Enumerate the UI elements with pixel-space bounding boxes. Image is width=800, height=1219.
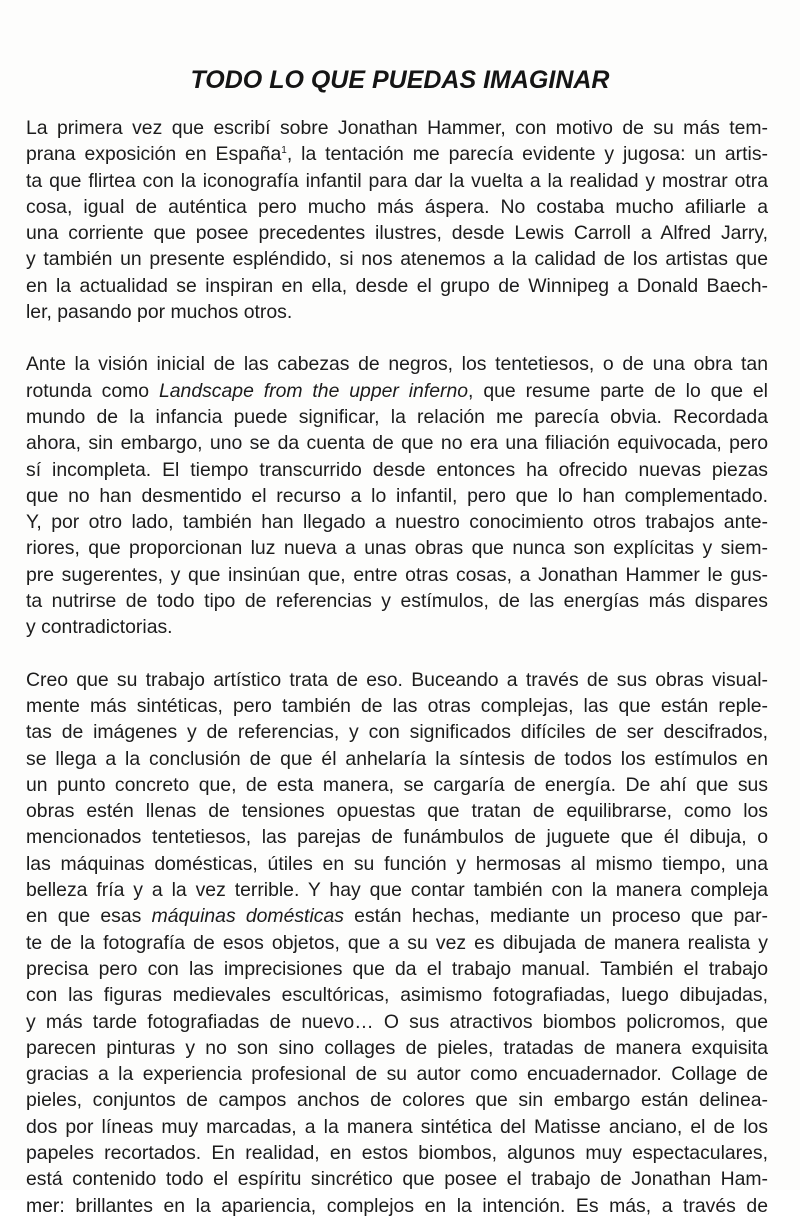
document-body xyxy=(26,115,768,1219)
text-line: ta nutrirse de todo tipo de referencias y estímulos, de las energías más dispares xyxy=(26,590,768,613)
text-line: que no han desmentido el recurso a lo infantil, pero que lo han complementado. xyxy=(26,484,768,507)
text-line xyxy=(26,141,768,167)
text-run: rotunda como xyxy=(26,379,159,402)
text-line: pre sugerentes, y que insinúan que, entre otras cosas, a Jonathan Hammer le gus- xyxy=(26,563,768,586)
text-line: y contradictorias. xyxy=(26,616,173,639)
text-line: dos por líneas muy marcadas, a la manera sintética del Matisse anciano, el de los xyxy=(26,1115,768,1138)
paragraph-2 xyxy=(26,351,768,640)
footnote-marker: 1 xyxy=(281,145,287,157)
text-line: mundo de la infancia puede significar, la relación me parecía obvia. Recordada xyxy=(26,405,768,428)
text-line: sí incompleta. El tiempo transcurrido desde entonces ha ofrecido nuevas piezas xyxy=(26,458,768,481)
text-line: las máquinas domésticas, útiles en su función y hermosas al mismo tiempo, una xyxy=(26,852,768,875)
text-run: prana exposición en España xyxy=(26,143,282,166)
text-line: se llega a la conclusión de que él anhelaría la síntesis de todos los estímulos en xyxy=(26,747,768,770)
text-line: ta que flirtea con la iconografía infantil para dar la vuelta a la realidad y mostrar otra xyxy=(26,169,768,192)
artwork-title: máquinas domésticas xyxy=(151,905,344,928)
text-line: cosa, igual de auténtica pero mucho más áspera. No costaba mucho afiliarle a xyxy=(26,195,768,218)
text-line: en la actualidad se inspiran en ella, desde el grupo de Winnipeg a Donald Baech- xyxy=(26,274,768,297)
text-line: un punto concreto que, de esta manera, se cargaría de energía. De ahí que sus xyxy=(26,773,768,796)
text-line: está contenido todo el espíritu sincrético que posee el trabajo de Jonathan Ham- xyxy=(26,1168,768,1191)
text-line xyxy=(26,378,768,404)
text-line: y también un presente espléndido, si nos atenemos a la calidad de los artistas que xyxy=(26,248,768,271)
text-line: Creo que su trabajo artístico trata de eso. Buceando a través de sus obras visual- xyxy=(26,668,768,691)
text-line: riores, que proporcionan luz nueva a unas obras que nunca son explícitas y siem- xyxy=(26,537,768,560)
text-line: gracias a la experiencia profesional de su autor como encuadernador. Collage de xyxy=(26,1063,768,1086)
text-run: , que resume parte de lo que el xyxy=(468,379,768,402)
text-line xyxy=(26,903,768,929)
paragraph-1 xyxy=(26,115,768,325)
text-line: te de la fotografía de esos objetos, que a su vez es dibujada de manera realista y xyxy=(26,931,768,954)
text-line: ahora, sin embargo, uno se da cuenta de que no era una filiación equivocada, pero xyxy=(26,432,768,455)
artwork-title: Landscape from the upper inferno xyxy=(158,379,469,402)
text-line: mer: brillantes en la apariencia, complejos en la intención. Es más, a través de xyxy=(26,1194,768,1217)
text-line: obras estén llenas de tensiones opuestas que tratan de equilibrarse, como los xyxy=(26,800,768,823)
text-line: papeles recortados. En realidad, en estos biombos, algunos muy espectaculares, xyxy=(26,1141,768,1164)
text-line: parecen pinturas y no son sino collages de pieles, tratadas de manera exquisita xyxy=(26,1036,768,1059)
text-line: Y, por otro lado, también han llegado a nuestro conocimiento otros trabajos ante- xyxy=(26,511,768,534)
text-line: tas de imágenes y de referencias, y con significados difíciles de ser descifrados, xyxy=(26,721,768,744)
text-line: ler, pasando por muchos otros. xyxy=(26,301,293,324)
text-run: en que esas xyxy=(26,905,152,928)
text-line: con las figuras medievales escultóricas, asimismo fotografiadas, luego dibujadas, xyxy=(26,984,768,1007)
text-line: La primera vez que escribí sobre Jonathan Hammer, con motivo de su más tem- xyxy=(26,117,768,139)
text-line: pieles, conjuntos de campos anchos de colores que sin embargo están delinea- xyxy=(26,1089,768,1112)
text-line: una corriente que posee precedentes ilustres, desde Lewis Carroll a Alfred Jarry, xyxy=(26,222,768,245)
text-run: están hechas, mediante un proceso que par- xyxy=(343,905,769,928)
text-line: precisa pero con las imprecisiones que da el trabajo manual. También el trabajo xyxy=(26,957,768,980)
text-line: y más tarde fotografiadas de nuevo… O sus atractivos biombos policromos, que xyxy=(26,1010,768,1033)
page-title: TODO LO QUE PUEDAS IMAGINAR xyxy=(190,66,610,94)
text-line: Ante la visión inicial de las cabezas de negros, los tentetiesos, o de una obra tan xyxy=(26,353,768,376)
text-line: mente más sintéticas, pero también de las otras complejas, las que están reple- xyxy=(26,694,768,717)
paragraph-3 xyxy=(26,667,768,1219)
text-run: , la tentación me parecía evidente y jugosa: un artis- xyxy=(286,143,768,166)
text-line: mencionados tentetiesos, las parejas de funámbulos de juguete que él dibuja, o xyxy=(26,826,768,849)
text-line: belleza fría y a la vez terrible. Y hay que contar también con la manera compleja xyxy=(26,879,768,902)
